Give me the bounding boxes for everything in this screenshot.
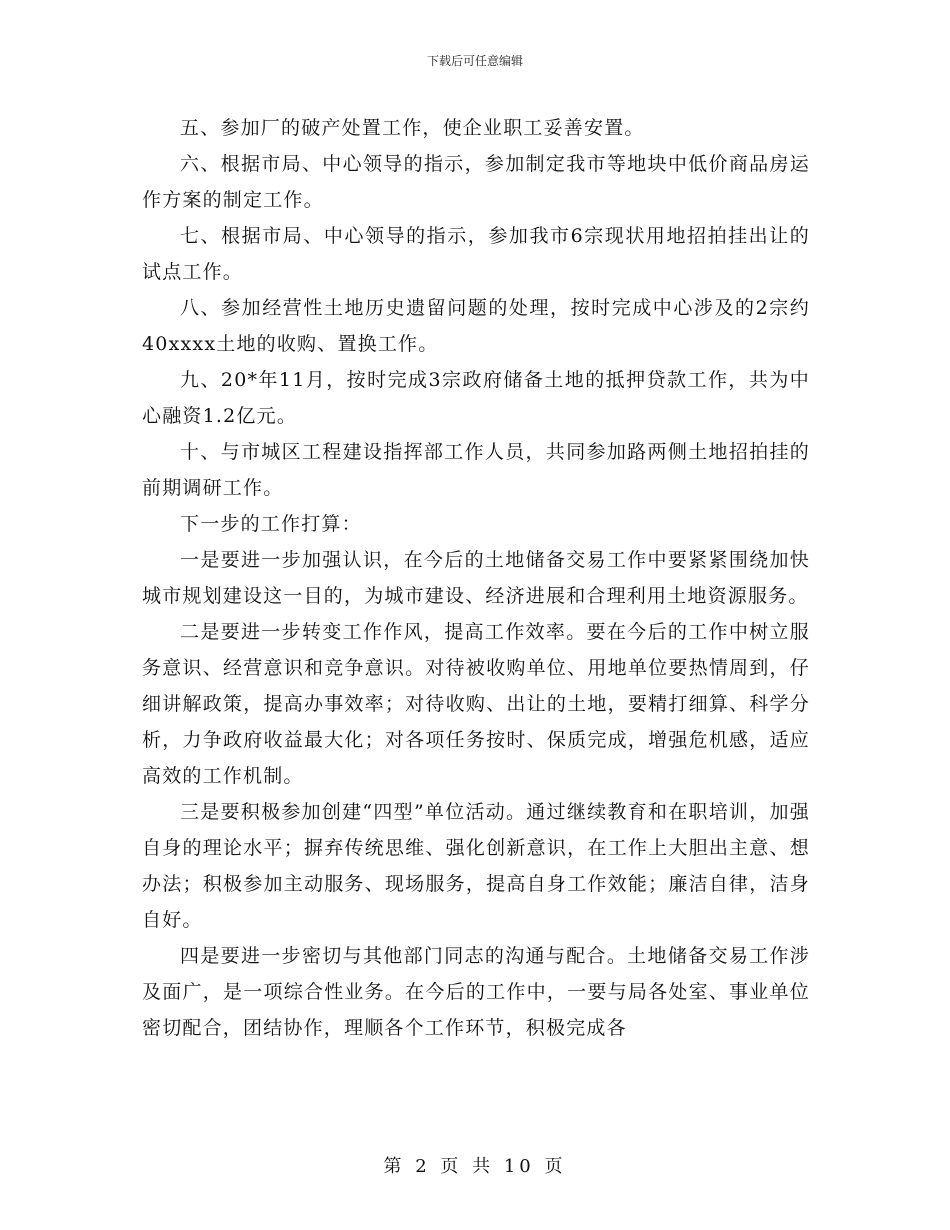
paragraph-item-9: 九、20*年11月，按时完成3宗政府储备土地的抵押贷款工作，共为中心融资1.2亿元。: [142, 369, 810, 427]
section-heading-next-steps: 下一步的工作打算：: [180, 513, 362, 535]
plan-paragraph-3: 三是要积极参加创建“四型”单位活动。通过继续教育和在职培训，加强自身的理论水平；摒弃传统思维、强化创新意识，在工作上大胆出主意、想办法；积极参加主动服务、现场服务，提高自身工作效能；廉洁自律，洁身自好。: [142, 801, 810, 931]
paragraph-item-8: 八、参加经营性土地历史遗留问题的处理，按时完成中心涉及的2宗约40xxxx土地的收购、置换工作。: [142, 297, 810, 355]
page-number-footer: 第 2 页 共 10 页: [383, 1156, 567, 1177]
paragraph-item-7: 七、根据市局、中心领导的指示，参加我市6宗现状用地招拍挂出让的试点工作。: [142, 225, 810, 283]
document-body: [142, 110, 810, 1046]
paragraph-item-6: 六、根据市局、中心领导的指示，参加制定我市等地块中低价商品房运作方案的制定工作。: [142, 153, 810, 211]
paragraph-item-10: 十、与市城区工程建设指挥部工作人员，共同参加路两侧土地招拍挂的前期调研工作。: [142, 441, 810, 499]
plan-paragraph-1: 一是要进一步加强认识，在今后的土地储备交易工作中要紧紧围绕加快城市规划建设这一目的，为城市建设、经济进展和合理利用土地资源服务。: [142, 549, 810, 607]
paragraph-item-5: 五、参加厂的破产处置工作，使企业职工妥善安置。: [180, 117, 645, 139]
plan-paragraph-2: 二是要进一步转变工作作风，提高工作效率。要在今后的工作中树立服务意识、经营意识和竞争意识。对待被收购单位、用地单位要热情周到，仔细讲解政策，提高办事效率；对待收购、出让的土地，要精打细算、科学分析，力争政府收益最大化；对各项任务按时、保质完成，增强危机感，适应高效的工作机制。: [142, 621, 810, 787]
plan-paragraph-4: 四是要进一步密切与其他部门同志的沟通与配合。土地储备交易工作涉及面广，是一项综合性业务。在今后的工作中，一要与局各处室、事业单位密切配合，团结协作，理顺各个工作环节，积极完成各: [142, 945, 810, 1039]
page-header: 下载后可任意编辑: [426, 54, 523, 68]
